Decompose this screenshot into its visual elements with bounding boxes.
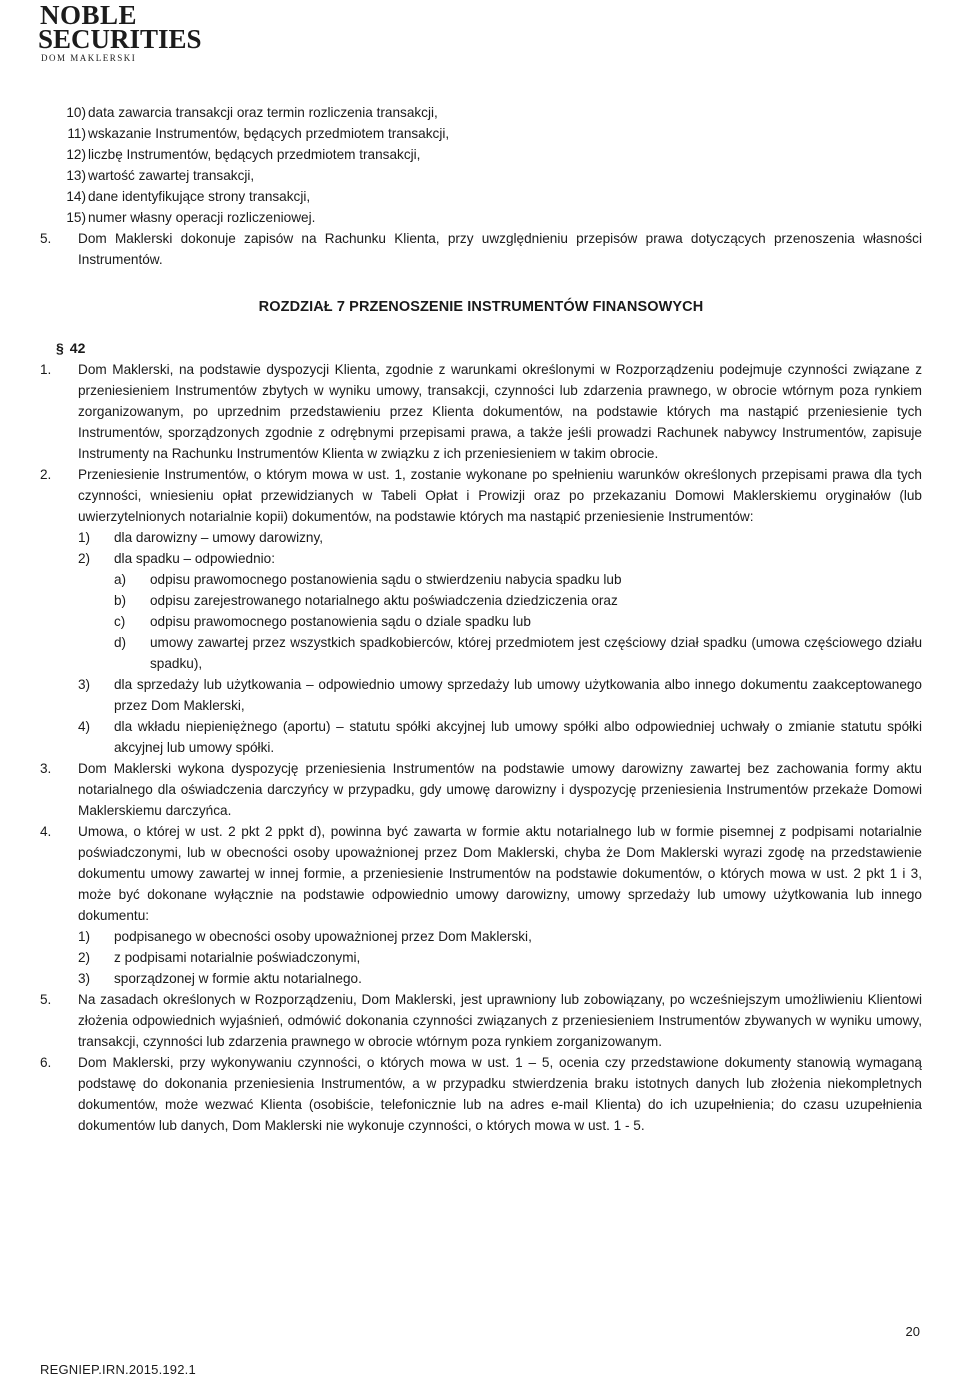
paragraph-item xyxy=(40,989,922,1052)
paragraph-text: Przeniesienie Instrumentów, o którym mowa w ust. 1, zostanie wykonane po spełnieniu warunków określonych przepisami prawa dla tych czynności, wniesieniu opłat przewidzianych w Tabeli Opłat i Prowizji oraz po przekazaniu Domowi Maklerskiemu oryginałów (lub uwierzytelnionych notarialnie kopii) dokumentów, na podstawie których ma nastąpić przeniesienie Instrumentów: xyxy=(78,467,922,524)
paragraph-item xyxy=(40,359,922,464)
list-text: wskazanie Instrumentów, będących przedmiotem transakcji, xyxy=(88,126,450,141)
paragraph-number: 5. xyxy=(40,231,52,246)
list-item xyxy=(40,207,922,228)
paragraph-text: Na zasadach określonych w Rozporządzeniu, Dom Maklerski, jest uprawniony lub zobowiązany, po wcześniejszym umożliwieniu Klientowi złożenia odpowiednich wyjaśnień, odmówić dokonania czynności związanych z przeniesieniem Instrumentów zbywanych w wyniku umowy, transakcji, czynności lub zdarzenia prawnego w obrocie wtórnym poza rynkiem zorganizowanym. xyxy=(78,992,922,1049)
letter-text: umowy zawartej przez wszystkich spadkobierców, której przedmiotem jest częściowy dział spadku (umowa częściowego działu spadku), xyxy=(150,635,922,671)
sub-item xyxy=(40,674,922,716)
sub-number: 1) xyxy=(78,929,91,944)
paragraph-number: 1. xyxy=(40,362,52,377)
page-number: 20 xyxy=(905,1324,920,1339)
letter-number: a) xyxy=(114,572,127,587)
sub-number: 2) xyxy=(78,950,91,965)
list-number: 11) xyxy=(67,126,86,141)
chapter-heading: ROZDZIAŁ 7 PRZENOSZENIE INSTRUMENTÓW FINANSOWYCH xyxy=(258,299,704,315)
paragraph-text: Umowa, o której w ust. 2 pkt 2 ppkt d), powinna być zawarta w formie aktu notarialnego lub w formie pisemnej z podpisami notarialnie poświadczonymi, lub w obecności osoby upoważnionej przez Dom Maklerski, chyba że Dom Maklerski wyrazi zgodę na przedstawienie dokumentu umowy zawartej w innej formie, a przeniesienie Instrumentów na podstawie dokumentów, o których mowa w ust. 2 pkt 1 i 3, może być dokonane wyłącznie na podstawie odpowiednio umowy darowizny, umowy sprzedaży lub umowy użytkowania lub innego dokumentu: xyxy=(78,824,922,923)
sub-text: dla sprzedaży lub użytkowania – odpowiednio umowy sprzedaży lub umowy użytkowania albo innego dokumentu zaakceptowanego przez Dom Maklerski, xyxy=(114,677,922,713)
logo-line-2: SECURITIES xyxy=(38,24,202,54)
letter-text: odpisu prawomocnego postanowienia sądu o dziale spadku lub xyxy=(150,614,531,629)
sub-number: 3) xyxy=(78,677,91,692)
paragraph-text: Dom Maklerski dokonuje zapisów na Rachunku Klienta, przy uwzględnieniu przepisów prawa dotyczących przenoszenia własności Instrumentów. xyxy=(78,231,922,267)
list-number: 10) xyxy=(66,105,86,120)
sub-item xyxy=(40,926,922,947)
sub-text: dla spadku – odpowiednio: xyxy=(114,551,275,566)
list-text: wartość zawartej transakcji, xyxy=(88,168,255,183)
list-number: 13) xyxy=(66,168,86,183)
letter-text: odpisu zarejestrowanego notarialnego aktu poświadczenia dziedziczenia oraz xyxy=(150,593,618,608)
list-number: 14) xyxy=(66,189,86,204)
letter-item xyxy=(40,611,922,632)
sub-item xyxy=(40,716,922,758)
sub-text: podpisanego w obecności osoby upoważnionej przez Dom Maklerski, xyxy=(114,929,532,944)
list-text: numer własny operacji rozliczeniowej. xyxy=(88,210,316,225)
section-symbol: § xyxy=(56,340,64,356)
sub-item xyxy=(40,947,922,968)
sub-text: sporządzonej w formie aktu notarialnego. xyxy=(114,971,362,986)
paragraph-item xyxy=(40,1052,922,1136)
sub-number: 4) xyxy=(78,719,91,734)
list-item xyxy=(40,102,922,123)
letter-text: odpisu prawomocnego postanowienia sądu o stwierdzeniu nabycia spadku lub xyxy=(150,572,622,587)
paragraph-item xyxy=(40,821,922,926)
company-logo xyxy=(38,0,208,66)
paragraph-number: 4. xyxy=(40,824,52,839)
list-number: 15) xyxy=(66,210,86,225)
paragraph-number: 2. xyxy=(40,467,52,482)
section-number xyxy=(56,338,922,359)
letter-number: b) xyxy=(114,593,127,608)
paragraph-item xyxy=(40,464,922,527)
letter-item xyxy=(40,569,922,590)
logo-line-3: DOM MAKLERSKI xyxy=(41,53,137,63)
paragraph-number: 6. xyxy=(40,1055,52,1070)
section-value: 42 xyxy=(69,340,86,356)
list-text: dane identyfikujące strony transakcji, xyxy=(88,189,311,204)
letter-item xyxy=(40,632,922,674)
sub-number: 1) xyxy=(78,530,91,545)
list-item xyxy=(40,165,922,186)
paragraph-number: 3. xyxy=(40,761,52,776)
letter-number: d) xyxy=(114,635,127,650)
sub-text: dla darowizny – umowy darowizny, xyxy=(114,530,324,545)
sub-item xyxy=(40,527,922,548)
sub-number: 2) xyxy=(78,551,91,566)
list-item xyxy=(40,144,922,165)
document-body xyxy=(40,102,922,1136)
document-id: REGNIEP.IRN.2015.192.1 xyxy=(40,1362,196,1377)
list-text: liczbę Instrumentów, będących przedmiotem transakcji, xyxy=(88,147,421,162)
paragraph-number: 5. xyxy=(40,992,52,1007)
sub-item xyxy=(40,968,922,989)
paragraph-item xyxy=(40,758,922,821)
sub-text: dla wkładu niepieniężnego (aportu) – statutu spółki akcyjnej lub umowy spółki albo odpowiedniej uchwały o zmianie statutu spółki akcyjnej lub umowy spółki. xyxy=(114,719,922,755)
paragraph-text: Dom Maklerski, przy wykonywaniu czynności, o których mowa w ust. 1 – 5, ocenia czy przedstawione dokumenty stanowią wymaganą podstawę do dokonania przeniesienia Instrumentów, a w przypadku stwierdzenia braku istotnych danych lub złożenia niekompletnych dokumentów, może wezwać Klienta (osobiście, telefonicznie lub na adres e-mail Klienta) do ich uzupełnienia; do czasu uzupełnienia dokumentów lub danych, Dom Maklerski nie wykonuje czynności, o których mowa w ust. 1 - 5. xyxy=(78,1055,922,1133)
paragraph-text: Dom Maklerski, na podstawie dyspozycji Klienta, zgodnie z warunkami określonymi w Rozporządzeniu podejmuje czynności związane z przeniesieniem Instrumentów zbytych w wyniku umowy, transakcji, czynności lub zdarzenia prawnego, w obrocie wtórnym poza rynkiem zorganizowanym, po uprzednim przedstawieniu przez Klienta dokumentów, na podstawie których ma nastąpić przeniesienie tych Instrumentów, sporządzonych zgodnie z odrębnymi przepisami prawa, a także jeśli prowadzi Rachunek nabywcy Instrumentów, zapisuje Instrumenty na Rachunku Instrumentów Klienta w związku z ich przeniesieniem w takim obrocie. xyxy=(78,362,922,461)
list-text: data zawarcia transakcji oraz termin rozliczenia transakcji, xyxy=(88,105,438,120)
logo-line-1: NOBLE xyxy=(40,0,138,30)
paragraph-item xyxy=(40,228,922,270)
sub-item xyxy=(40,548,922,569)
list-item xyxy=(40,186,922,207)
list-item xyxy=(40,123,922,144)
sub-text: z podpisami notarialnie poświadczonymi, xyxy=(114,950,361,965)
list-number: 12) xyxy=(66,147,86,162)
sub-number: 3) xyxy=(78,971,91,986)
letter-item xyxy=(40,590,922,611)
paragraph-text: Dom Maklerski wykona dyspozycję przeniesienia Instrumentów na podstawie umowy darowizny zawartej bez zachowania formy aktu notarialnego dla oświadczenia darczyńcy w przypadku, gdy umowę darowizny i dyspozycję przeniesienia Instrumentów przekaże Domowi Maklerskiemu darczyńca. xyxy=(78,761,922,818)
letter-number: c) xyxy=(114,614,126,629)
